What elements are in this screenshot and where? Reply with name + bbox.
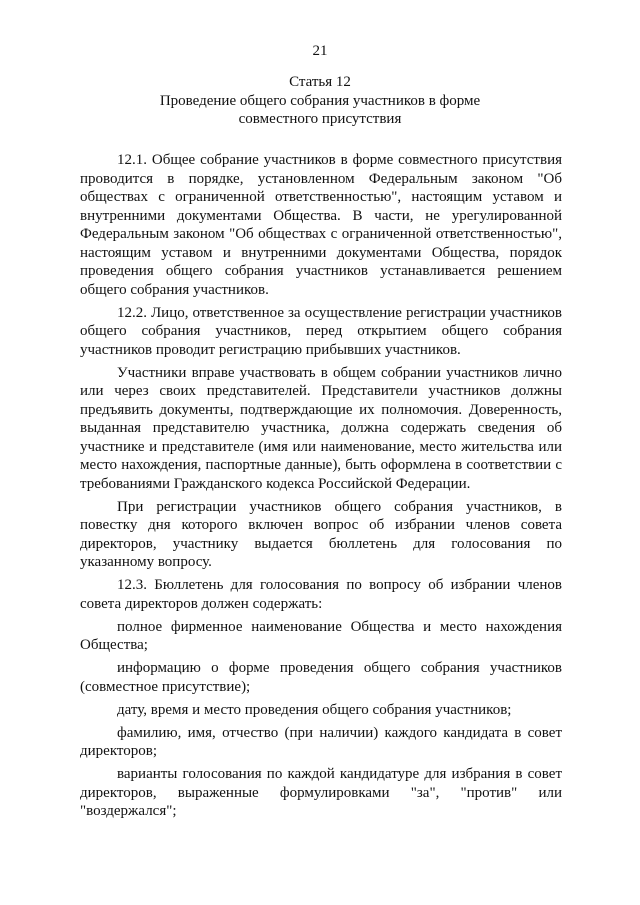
ballot-item-voting-options: варианты голосования по каждой кандидатуре для избрания в совет директоров, выраженные формулировками "за", "против" или "воздержался"; [80, 766, 562, 819]
page-number: 21 [312, 43, 328, 59]
paragraph-representatives: Участники вправе участвовать в общем собрании участников лично или через своих представителей. Представители участников должны предъявить документы, подтверждающие их полномочия. Доверенность, выданная представителю участника, должна содержать сведения об участнике и представителе (имя или наименование, место жительства или место нахождения, паспортные данные), быть оформлена в соответствии с требованиями Гражданского кодекса Российской Федерации. [80, 364, 562, 492]
ballot-item-meeting-form: информацию о форме проведения общего собрания участников (совместное присутствие); [80, 660, 562, 695]
ballot-item-date-place: дату, время и место проведения общего собрания участников; [117, 701, 512, 718]
paragraph-registration-ballot: При регистрации участников общего собрания участников, в повестку дня которого включен вопрос об избрании членов совета директоров, участнику выдается бюллетень для голосования по указанному вопросу. [80, 498, 562, 570]
ballot-item-candidate-names: фамилию, имя, отчество (при наличии) каждого кандидата в совет директоров; [80, 724, 562, 759]
article-label: Статья 12 [289, 74, 351, 90]
paragraph-12-2: 12.2. Лицо, ответственное за осуществление регистрации участников общего собрания участников, перед открытием общего собрания участников проводит регистрацию прибывших участников. [80, 304, 562, 358]
ballot-item-company-name: полное фирменное наименование Общества и место нахождения Общества; [80, 618, 562, 653]
article-title-line-2: совместного присутствия [238, 111, 402, 127]
article-body [80, 151, 562, 825]
article-heading [80, 73, 560, 129]
article-title-line-1: Проведение общего собрания участников в форме [159, 92, 481, 109]
paragraph-12-3: 12.3. Бюллетень для голосования по вопросу об избрании членов совета директоров должен содержать: [80, 577, 562, 612]
paragraph-12-1: 12.1. Общее собрание участников в форме совместного присутствия проводится в порядке, установленном Федеральным законом "Об обществах с ограниченной ответственностью", настоящим уставом и внутренними документами Общества. В части, не урегулированной Федеральным законом "Об обществах с ограниченной ответственностью", настоящим уставом и внутренними документами Общества, порядок проведения общего собрания участников устанавливается решением общего собрания участников. [80, 152, 562, 298]
